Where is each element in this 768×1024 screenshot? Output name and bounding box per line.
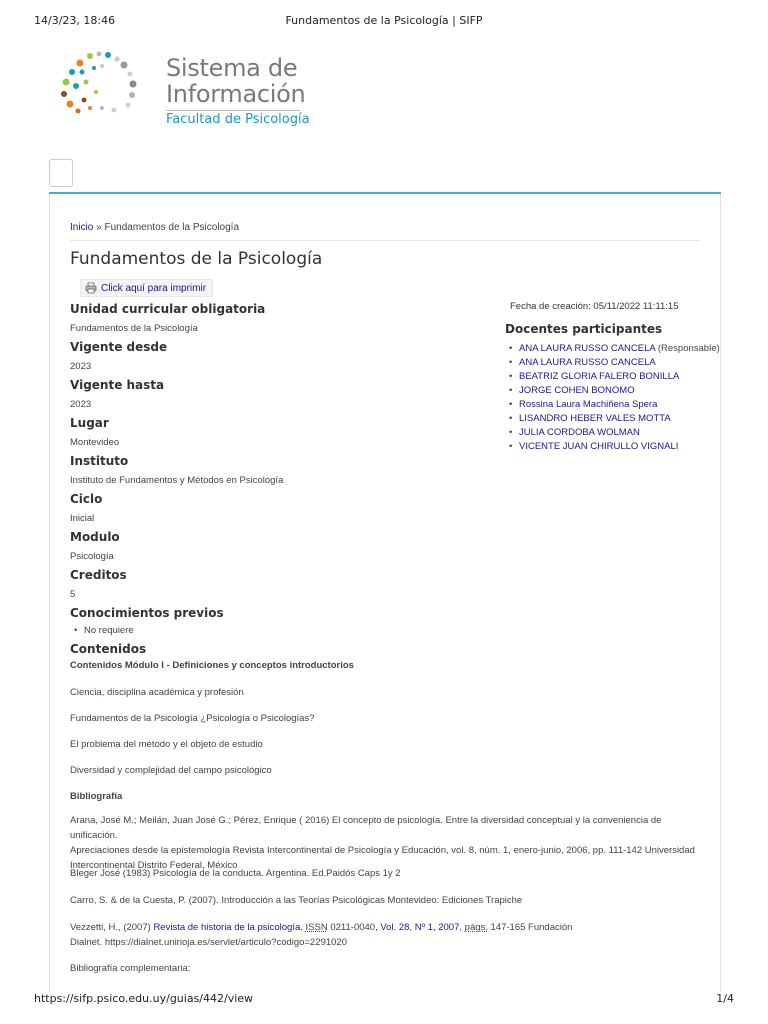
docente-item (505, 398, 705, 412)
logo-line-2: Información (166, 80, 306, 108)
reference-carro: Carro, S. & de la Cuesta, P. (2007). Introducción a las Teorías Psicológicas Montevideo: Ediciones Trapiche (70, 895, 523, 906)
reference-arana (70, 813, 710, 873)
docente-link[interactable]: ANA LAURA RUSSO CANCELA (519, 343, 656, 354)
field-value: Inicial (70, 513, 95, 524)
field-creditos (70, 566, 490, 604)
breadcrumb (70, 222, 239, 233)
docente-link[interactable]: JORGE COHEN BONOMO (519, 385, 635, 396)
field-modulo (70, 528, 490, 566)
docente-role: (Responsable) (657, 343, 720, 354)
reference-line: Arana, José M.; Meilán, Juan José G.; Pérez, Enrique ( 2016) El concepto de psicología. Entre la diversidad conceptual y la conveniencia de unificación. (70, 815, 662, 841)
docente-link[interactable]: LISANDRO HEBER VALES MOTTA (519, 413, 671, 424)
docente-item (505, 384, 705, 398)
field-value: 2023 (70, 399, 92, 410)
guide-fields (70, 300, 490, 658)
docentes-title: Docentes participantes (505, 322, 663, 336)
field-title: Vigente desde (70, 340, 168, 354)
print-button[interactable] (80, 279, 213, 297)
topic-item: Ciencia, disciplina académica y profesión (70, 687, 244, 698)
breadcrumb-current: Fundamentos de la Psicología (104, 222, 240, 233)
ref-author: Vezzetti, H., (2007) (70, 922, 151, 933)
docente-item (505, 412, 705, 426)
breadcrumb-separator: » (96, 222, 102, 233)
ref-journal-link[interactable]: Revista de historia de la psicología (153, 922, 301, 933)
ref-issn: 0211-0040, (330, 922, 378, 933)
field-value: 5 (70, 589, 76, 600)
site-logo[interactable] (58, 48, 318, 138)
printer-icon (85, 282, 97, 294)
field-title: Vigente hasta (70, 378, 165, 392)
breadcrumb-home-link[interactable]: Inicio (70, 222, 94, 233)
ref-pages: 147-165 Fundación (490, 922, 573, 933)
field-vigente-desde (70, 338, 490, 376)
docente-link[interactable]: BEATRIZ GLORIA FALERO BONILLA (519, 371, 680, 382)
field-value: 2023 (70, 361, 92, 372)
docente-link[interactable]: Rossina Laura Machiñena Spera (519, 399, 658, 410)
docente-link[interactable]: JULIA CORDOBA WOLMAN (519, 427, 640, 438)
print-header (34, 14, 734, 30)
menu-toggle-button[interactable] (49, 159, 73, 187)
reference-line: Vezzetti, H., (2007) Revista de historia de la psicología. ISSN 0211-0040, Vol. 28, Nº 1, 2007, págs. 147-165 Fundación (70, 922, 573, 933)
bibliografia-complementaria: Bibliografía complementaria: (70, 963, 191, 974)
field-unidad (70, 300, 490, 338)
field-value: Instituto de Fundamentos y Métodos en Psicología (70, 475, 284, 486)
created-date: Fecha de creación: 05/11/2022 11:11:15 (510, 301, 679, 312)
reference-line: Intercontinental Distrito Federal, México (70, 860, 238, 871)
reference-line: Apreciaciones desde la epistemología Revista Intercontinental de Psicología y Educación, vol. 8, núm. 1, enero-junio, 2006, pp. 111-142 Universidad (70, 845, 695, 856)
topic-item: El problema del método y el objeto de estudio (70, 739, 263, 750)
field-vigente-hasta (70, 376, 490, 414)
module-heading: Contenidos Módulo I - Definiciones y conceptos introductorios (70, 660, 354, 671)
ref-volume-link[interactable]: Vol. 28, Nº 1, 2007 (380, 922, 460, 933)
topic-item: Fundamentos de la Psicología ¿Psicología o Psicologías? (70, 713, 315, 724)
print-page-number: 1/4 (716, 992, 734, 1005)
field-instituto (70, 452, 490, 490)
field-title: Modulo (70, 530, 120, 544)
docente-item (505, 356, 705, 370)
logo-line-1: Sistema de (166, 54, 298, 82)
logo-divider (166, 110, 300, 111)
logo-line-3: Facultad de Psicología (166, 112, 310, 127)
field-value: Psicología (70, 551, 114, 562)
field-ciclo (70, 490, 490, 528)
field-title: Instituto (70, 454, 129, 468)
field-value: Fundamentos de la Psicología (70, 323, 198, 334)
field-conocimientos (70, 604, 490, 640)
contenidos-title: Contenidos (70, 642, 147, 656)
docente-item (505, 426, 705, 440)
ref-pags-label: págs. (464, 922, 488, 933)
field-title: Ciclo (70, 492, 103, 506)
page-title: Fundamentos de la Psicología (70, 249, 323, 269)
print-url: https://sifp.psico.edu.uy/guias/442/view (34, 992, 254, 1005)
list-item: • No requiere (70, 622, 490, 640)
reference-bleger: Bleger José (1983) Psicología de la conducta. Argentina. Ed.Paidós Caps 1y 2 (70, 868, 401, 879)
topic-item: Diversidad y complejidad del campo psicológico (70, 765, 272, 776)
field-lugar (70, 414, 490, 452)
print-footer (34, 992, 734, 1008)
print-label: Click aquí para imprimir (101, 282, 207, 294)
docente-item (505, 440, 705, 454)
bibliografia-heading: Bibliografía (70, 791, 123, 802)
field-value: Montevideo (70, 437, 120, 448)
reference-vezzetti (70, 920, 710, 950)
docente-link[interactable]: ANA LAURA RUSSO CANCELA (519, 357, 656, 368)
docentes-list (505, 342, 720, 454)
docente-link[interactable]: VICENTE JUAN CHIRULLO VIGNALI (519, 441, 679, 452)
logo-dots-icon (58, 48, 158, 138)
docente-item (505, 342, 720, 356)
print-page-title: Fundamentos de la Psicología | SIFP (285, 14, 483, 27)
docente-item (505, 370, 705, 384)
field-title: Creditos (70, 568, 127, 582)
breadcrumb-divider (70, 240, 700, 241)
field-title: Unidad curricular obligatoria (70, 302, 266, 316)
guide-meta (505, 300, 720, 454)
field-title: Lugar (70, 416, 109, 430)
print-date: 14/3/23, 18:46 (34, 14, 116, 27)
field-title: Conocimientos previos (70, 606, 224, 620)
ref-issn-label: ISSN (305, 922, 328, 933)
reference-line: Dialnet. https://dialnet.unirioja.es/servlet/articulo?codigo=2291020 (70, 937, 347, 948)
